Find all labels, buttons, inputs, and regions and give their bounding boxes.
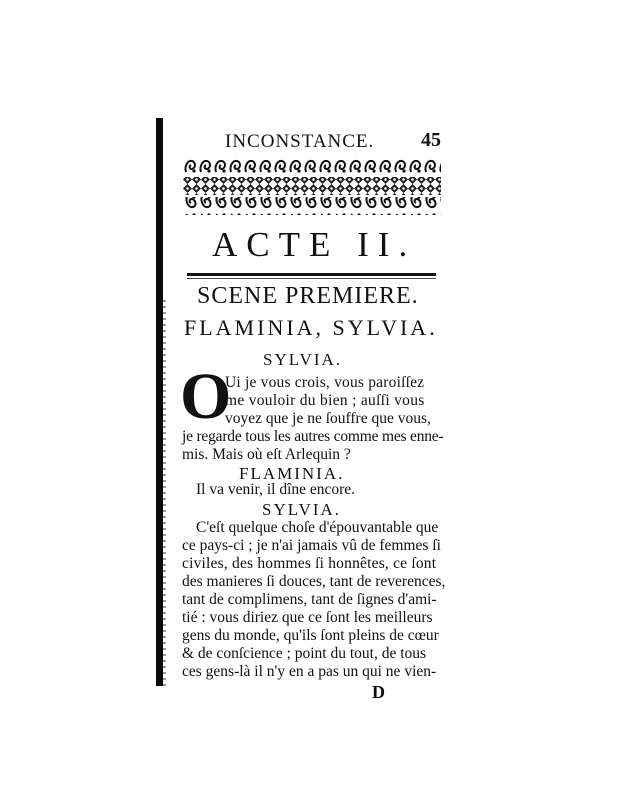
text-line: je regarde tous les autres comme mes enne- [182, 428, 444, 445]
text-line: des manieres ſi douces, tant de reverences, [182, 573, 446, 590]
text-line: ce pays-ci ; je n'ai jamais vû de femmes ſi [182, 537, 441, 554]
page-number: 45 [421, 129, 441, 151]
text-line: gens du monde, qu'ils ſont pleins de cœur [182, 627, 439, 644]
running-head: INCONSTANCE. [225, 131, 375, 152]
double-rule-divider [187, 273, 436, 276]
printers-ornament-band [183, 157, 441, 217]
speaker-name: SYLVIA. [262, 500, 342, 519]
act-title: ACTE II. [212, 225, 417, 264]
text-line: ces gens-là il n'y en a pas un qui ne vien- [182, 663, 437, 680]
text-line: Il va venir, il dîne encore. [196, 481, 356, 498]
text-line: civiles, des hommes ſi honnêtes, ce ſont [182, 555, 437, 572]
text-line: me vouloir du bien ; auſſi vous [225, 392, 425, 409]
text-line: mis. Mais où eſt Arlequin ? [182, 446, 351, 463]
characters-heading: FLAMINIA, SYLVIA. [184, 315, 438, 340]
binding-shadow [163, 300, 166, 690]
binding-gutter-bar [156, 118, 163, 686]
signature-mark: D [372, 682, 385, 702]
text-line: C'eſt quelque choſe d'épouvantable que [196, 519, 439, 536]
text-line: tié : vous diriez que ce ſont les meilleurs [182, 609, 433, 626]
speaker-name: FLAMINIA. [239, 464, 345, 483]
text-line: tant de complimens, tant de ſignes d'ami- [182, 591, 437, 608]
text-line: Ui je vous crois, vous paroiſſez [225, 374, 425, 391]
text-line: voyez que je ne ſouffre que vous, [225, 410, 431, 427]
drop-cap: O [180, 360, 232, 433]
text-line: & de conſcience ; point du tout, de tous [182, 645, 427, 662]
scene-title: SCENE PREMIERE. [197, 283, 419, 309]
speaker-name: SYLVIA. [263, 350, 343, 369]
